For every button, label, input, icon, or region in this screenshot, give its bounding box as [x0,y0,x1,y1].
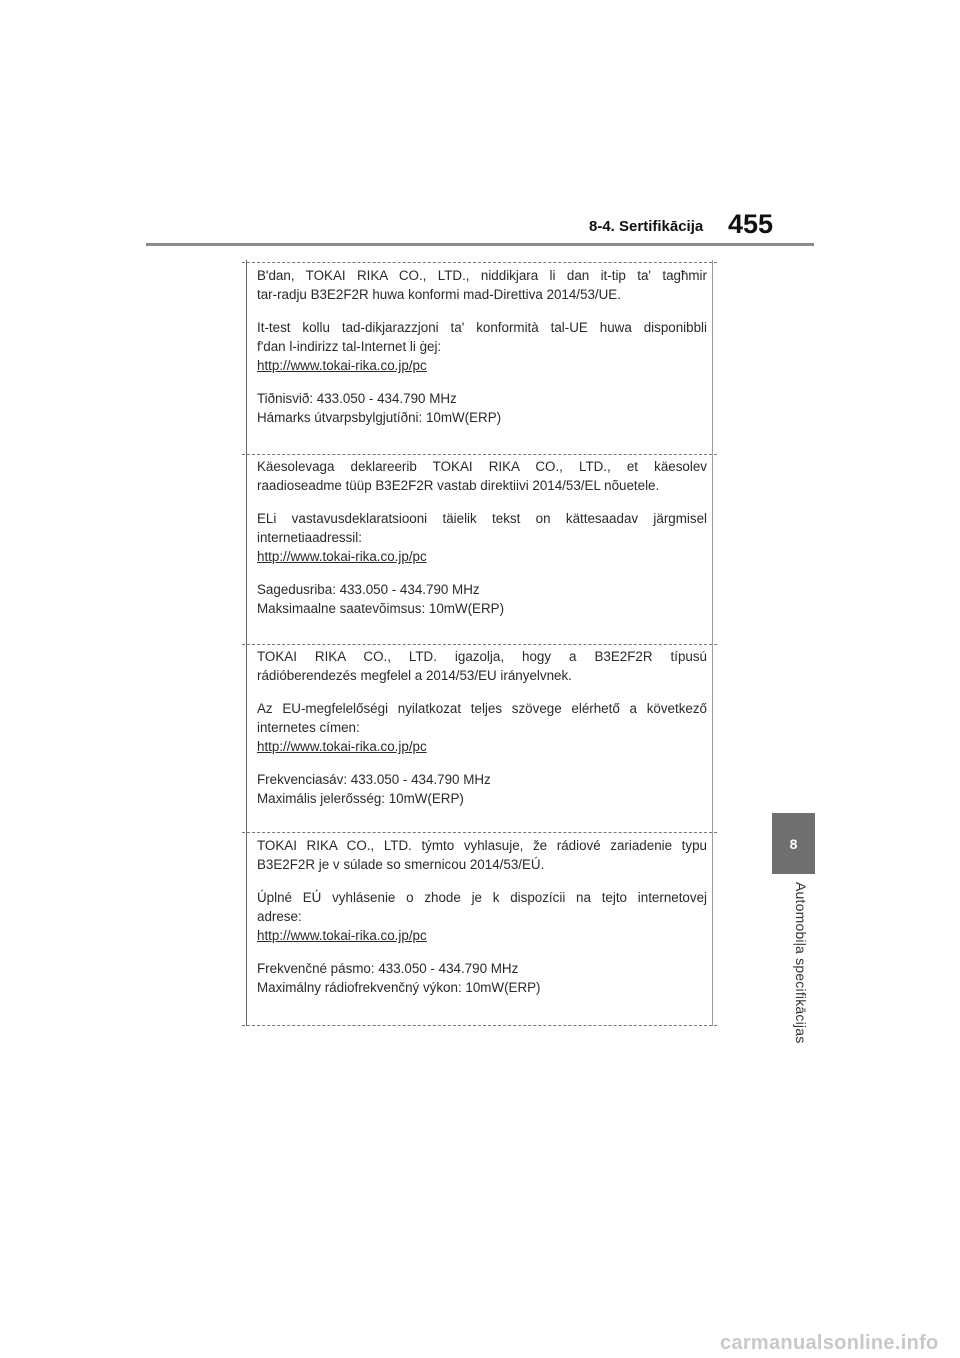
scanned-declaration [246,260,713,1026]
section-title: 8-4. Sertifikācija [589,218,704,235]
frame-divider [242,832,717,833]
footer-watermark: carmanualsonline.info [720,1332,939,1354]
declaration-line: Az EU-megfelelőségi nyilatkozat teljes szövege elérhető a következő [257,701,707,716]
declaration-block-sk [257,836,707,997]
frequency-band: Sagedusriba: 433.050 - 434.790 MHz [257,582,480,597]
declaration-line: TOKAI RIKA CO., LTD. igazolja, hogy a B3E2F2R típusú [257,649,707,664]
frame-top-border [242,262,717,263]
declaration-line: Käesolevaga deklareerib TOKAI RIKA CO., LTD., et käesolev [257,459,707,474]
declaration-url[interactable]: http://www.tokai-rika.co.jp/pc [257,928,427,943]
declaration-block-mt [257,266,707,427]
declaration-block-hu [257,647,707,808]
declaration-line: B3E2F2R je v súlade so smernicou 2014/53/EÚ. [257,857,545,872]
declaration-url[interactable]: http://www.tokai-rika.co.jp/pc [257,739,427,754]
frame-left-border [246,260,247,1026]
declaration-block-et [257,457,707,618]
declaration-line: internetiaadressil: [257,530,362,545]
declaration-line: tar-radju B3E2F2R huwa konformi mad-Direttiva 2014/53/UE. [257,287,621,302]
declaration-line: rádióberendezés megfelel a 2014/53/EU irányelvnek. [257,668,572,683]
max-power: Maximális jelerősség: 10mW(ERP) [257,791,464,806]
frame-divider [242,454,717,455]
frequency-band: Frekvenčné pásmo: 433.050 - 434.790 MHz [257,961,519,976]
declaration-line: ELi vastavusdeklaratsiooni täielik tekst on kättesaadav järgmisel [257,511,707,526]
chapter-tab[interactable] [772,813,815,874]
frame-divider [242,644,717,645]
declaration-url[interactable]: http://www.tokai-rika.co.jp/pc [257,549,427,564]
frame-bottom-border [242,1025,717,1026]
frame-right-border [712,260,713,1026]
chapter-label: Automobiļa specifikācijas [793,882,809,1044]
declaration-line: internetes címen: [257,720,360,735]
declaration-url[interactable]: http://www.tokai-rika.co.jp/pc [257,358,427,373]
max-power: Hámarks útvarpsbylgjutíðni: 10mW(ERP) [257,410,502,425]
max-power: Maksimaalne saatevõimsus: 10mW(ERP) [257,601,505,616]
header-divider [146,243,814,246]
declaration-line: f'dan l-indirizz tal-Internet li ġej: [257,339,442,354]
frequency-band: Tiðnisvið: 433.050 - 434.790 MHz [257,391,457,406]
declaration-line: It-test kollu tad-dikjarazzjoni ta' konformità tal-UE huwa disponibbli [257,320,707,335]
page-number: 455 [728,209,774,239]
declaration-line: TOKAI RIKA CO., LTD. týmto vyhlasuje, že rádiové zariadenie typu [257,838,707,853]
declaration-line: B'dan, TOKAI RIKA CO., LTD., niddikjara li dan it-tip ta' tagħmir [257,268,707,283]
max-power: Maximálny rádiofrekvenčný výkon: 10mW(ERP) [257,980,541,995]
chapter-number: 8 [789,835,798,852]
declaration-line: adrese: [257,909,302,924]
frequency-band: Frekvenciasáv: 433.050 - 434.790 MHz [257,772,491,787]
declaration-line: Úplné EÚ vyhlásenie o zhode je k dispozícii na tejto internetovej [257,890,707,905]
declaration-line: raadioseadme tüüp B3E2F2R vastab direktiivi 2014/53/EL nõuetele. [257,478,660,493]
